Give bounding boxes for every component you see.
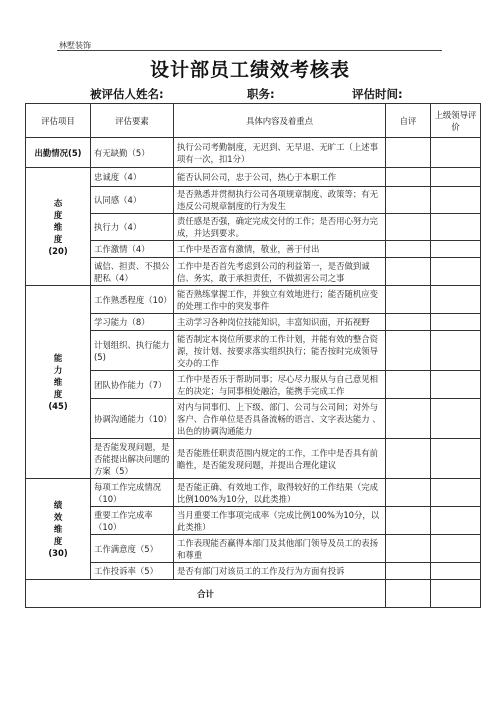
criteria-cell: 诚信、担责、不损公肥私（4） bbox=[91, 258, 174, 286]
category-char: 能 bbox=[53, 353, 63, 363]
criteria-cell: 团队协作能力（7） bbox=[91, 371, 174, 399]
table-row bbox=[26, 399, 481, 439]
superior-score-cell[interactable] bbox=[431, 187, 481, 214]
position-label: 职务: bbox=[247, 87, 275, 101]
table-row bbox=[26, 331, 481, 371]
superior-score-cell[interactable] bbox=[431, 507, 481, 535]
self-score-cell[interactable] bbox=[386, 314, 431, 331]
description-cell: 是否有部门对该员工的工作及行为方面有投诉 bbox=[174, 563, 386, 580]
category-char: 度 bbox=[53, 209, 63, 220]
superior-score-cell[interactable] bbox=[431, 241, 481, 258]
category-performance bbox=[26, 479, 91, 580]
self-score-cell[interactable] bbox=[386, 241, 431, 258]
self-score-cell[interactable] bbox=[386, 286, 431, 314]
category-ability bbox=[26, 286, 91, 479]
evaluation-table bbox=[25, 103, 481, 608]
self-score-cell[interactable] bbox=[386, 168, 431, 187]
criteria-cell: 忠诚度（4） bbox=[91, 168, 174, 187]
category-char: 度 bbox=[53, 233, 63, 244]
description-cell: 工作中是否乐于帮助同事；尽心尽力服从与自己意见相左的决定；与同事相处融洽，能携手完成工作 bbox=[174, 371, 386, 399]
header-self-evaluation: 自评 bbox=[386, 104, 431, 138]
category-attitude bbox=[26, 168, 91, 286]
table-row bbox=[26, 168, 481, 187]
description-cell: 责任感是否强，确定完成交付的工作；是否用心努力完成，并达到要求。 bbox=[174, 214, 386, 241]
description-cell: 工作中是否富有激情，敬业，善于付出 bbox=[174, 241, 386, 258]
category-char: 态 bbox=[53, 197, 63, 208]
category-char: 维 bbox=[53, 524, 63, 534]
self-score-cell[interactable] bbox=[386, 535, 431, 563]
table-row bbox=[26, 371, 481, 399]
table-row bbox=[26, 535, 481, 563]
superior-score-cell[interactable] bbox=[431, 286, 481, 314]
category-char: 度 bbox=[53, 536, 63, 546]
total-label: 合计 bbox=[26, 580, 386, 608]
page-title: 设计部员工绩效考核表 bbox=[149, 59, 350, 81]
table-row bbox=[26, 214, 481, 241]
header-superior-evaluation: 上级领导评价 bbox=[431, 104, 481, 138]
superior-score-cell[interactable] bbox=[431, 214, 481, 241]
category-char: 绩 bbox=[53, 500, 63, 510]
description-cell: 执行公司考勤制度，无迟到、无早退、无旷工（上述事项有一次，扣1分） bbox=[174, 138, 386, 168]
superior-score-cell[interactable] bbox=[431, 168, 481, 187]
self-score-cell[interactable] bbox=[386, 138, 431, 168]
superior-score-cell[interactable] bbox=[431, 138, 481, 168]
criteria-cell: 工作投诉率（5） bbox=[91, 563, 174, 580]
criteria-cell: 学习能力（8） bbox=[91, 314, 174, 331]
table-row bbox=[26, 187, 481, 214]
superior-score-cell[interactable] bbox=[431, 563, 481, 580]
description-cell: 能否认同公司，忠于公司，热心于本职工作 bbox=[174, 168, 386, 187]
header-divider bbox=[57, 50, 442, 51]
superior-score-cell[interactable] bbox=[431, 314, 481, 331]
self-score-cell[interactable] bbox=[386, 214, 431, 241]
superior-total-cell[interactable] bbox=[431, 580, 481, 608]
description-cell: 对内与同事们、上下级、部门、公司与公司间；对外与客户、合作单位是否具备流畅的语言、文字表达能力 、出色的协调沟通能力 bbox=[174, 399, 386, 439]
table-row bbox=[26, 479, 481, 507]
superior-score-cell[interactable] bbox=[431, 439, 481, 479]
table-row bbox=[26, 258, 481, 286]
self-score-cell[interactable] bbox=[386, 479, 431, 507]
table-row bbox=[26, 241, 481, 258]
superior-score-cell[interactable] bbox=[431, 371, 481, 399]
table-row bbox=[26, 507, 481, 535]
superior-score-cell[interactable] bbox=[431, 331, 481, 371]
description-cell: 是否能胜任职责范围内规定的工作，工作中是否具有前瞻性，是否能发现问题，并提出合理化建议 bbox=[174, 439, 386, 479]
superior-score-cell[interactable] bbox=[431, 535, 481, 563]
category-char: 效 bbox=[53, 512, 63, 522]
category-attendance: 出勤情况(5) bbox=[26, 138, 91, 168]
self-score-cell[interactable] bbox=[386, 258, 431, 286]
table-row bbox=[26, 439, 481, 479]
total-row bbox=[26, 580, 481, 608]
category-score: (20) bbox=[48, 245, 68, 256]
table-header-row bbox=[26, 104, 481, 138]
description-cell: 能否制定本岗位所要求的工作计划，并能有效的整合资源，按计划、按要求落实组织执行；能否按时完成领导交办的工作 bbox=[174, 331, 386, 371]
evaluation-date-label: 评估时间: bbox=[352, 87, 403, 101]
category-char: 维 bbox=[53, 221, 63, 232]
self-total-cell[interactable] bbox=[386, 580, 431, 608]
self-score-cell[interactable] bbox=[386, 371, 431, 399]
superior-score-cell[interactable] bbox=[431, 479, 481, 507]
category-score: (45) bbox=[48, 401, 68, 411]
description-cell: 是否熟悉并贯彻执行公司各项规章制度、政策等；有无违反公司规章制度的行为发生 bbox=[174, 187, 386, 214]
description-cell: 工作表现能否赢得本部门及其他部门领导及员工的表扬和尊重 bbox=[174, 535, 386, 563]
table-row bbox=[26, 286, 481, 314]
criteria-cell: 工作激情（4） bbox=[91, 241, 174, 258]
evaluatee-name-label: 被评估人姓名: bbox=[90, 87, 164, 101]
self-score-cell[interactable] bbox=[386, 399, 431, 439]
description-cell: 能否熟练掌握工作，并独立有效地进行；能否随机应变的处理工作中的突发事件 bbox=[174, 286, 386, 314]
company-name: 林墅装饰 bbox=[59, 41, 91, 50]
category-char: 维 bbox=[53, 377, 63, 387]
table-row bbox=[26, 563, 481, 580]
category-score: (30) bbox=[48, 548, 68, 558]
criteria-cell: 执行力（4） bbox=[91, 214, 174, 241]
description-cell: 工作中是否首先考虑到公司的利益第一，是否做到诚信、务实，敢于承担责任，不做损害公司之事 bbox=[174, 258, 386, 286]
criteria-cell: 计划组织、执行能力(5) bbox=[91, 331, 174, 371]
table-row bbox=[26, 314, 481, 331]
header-content: 具体内容及着重点 bbox=[174, 104, 386, 138]
criteria-cell: 重要工作完成率（10） bbox=[91, 507, 174, 535]
header-item: 评估项目 bbox=[26, 104, 91, 138]
superior-score-cell[interactable] bbox=[431, 399, 481, 439]
criteria-cell: 工作满意度（5） bbox=[91, 535, 174, 563]
superior-score-cell[interactable] bbox=[431, 258, 481, 286]
description-cell: 主动学习各种岗位技能知识，丰富知识面，开拓视野 bbox=[174, 314, 386, 331]
self-score-cell[interactable] bbox=[386, 187, 431, 214]
self-score-cell[interactable] bbox=[386, 439, 431, 479]
table-row bbox=[26, 138, 481, 168]
criteria-cell: 工作熟悉程度（10） bbox=[91, 286, 174, 314]
self-score-cell[interactable] bbox=[386, 331, 431, 371]
criteria-cell: 每项工作完成情况（10） bbox=[91, 479, 174, 507]
description-cell: 是否能正确、有效地工作，取得较好的工作结果（完成比例100%为10分，以此类推） bbox=[174, 479, 386, 507]
self-score-cell[interactable] bbox=[386, 563, 431, 580]
criteria-cell: 协调沟通能力（10） bbox=[91, 399, 174, 439]
category-char: 力 bbox=[53, 365, 63, 375]
criteria-cell: 认同感（4） bbox=[91, 187, 174, 214]
description-cell: 当月重要工作事项完成率（完成比例100%为10分，以此类推） bbox=[174, 507, 386, 535]
criteria-cell: 是否能发现问题，是否能提出解决问题的方案（5） bbox=[91, 439, 174, 479]
self-score-cell[interactable] bbox=[386, 507, 431, 535]
header-criteria: 评估要素 bbox=[91, 104, 174, 138]
criteria-cell: 有无缺勤（5） bbox=[91, 138, 174, 168]
category-char: 度 bbox=[53, 389, 63, 399]
